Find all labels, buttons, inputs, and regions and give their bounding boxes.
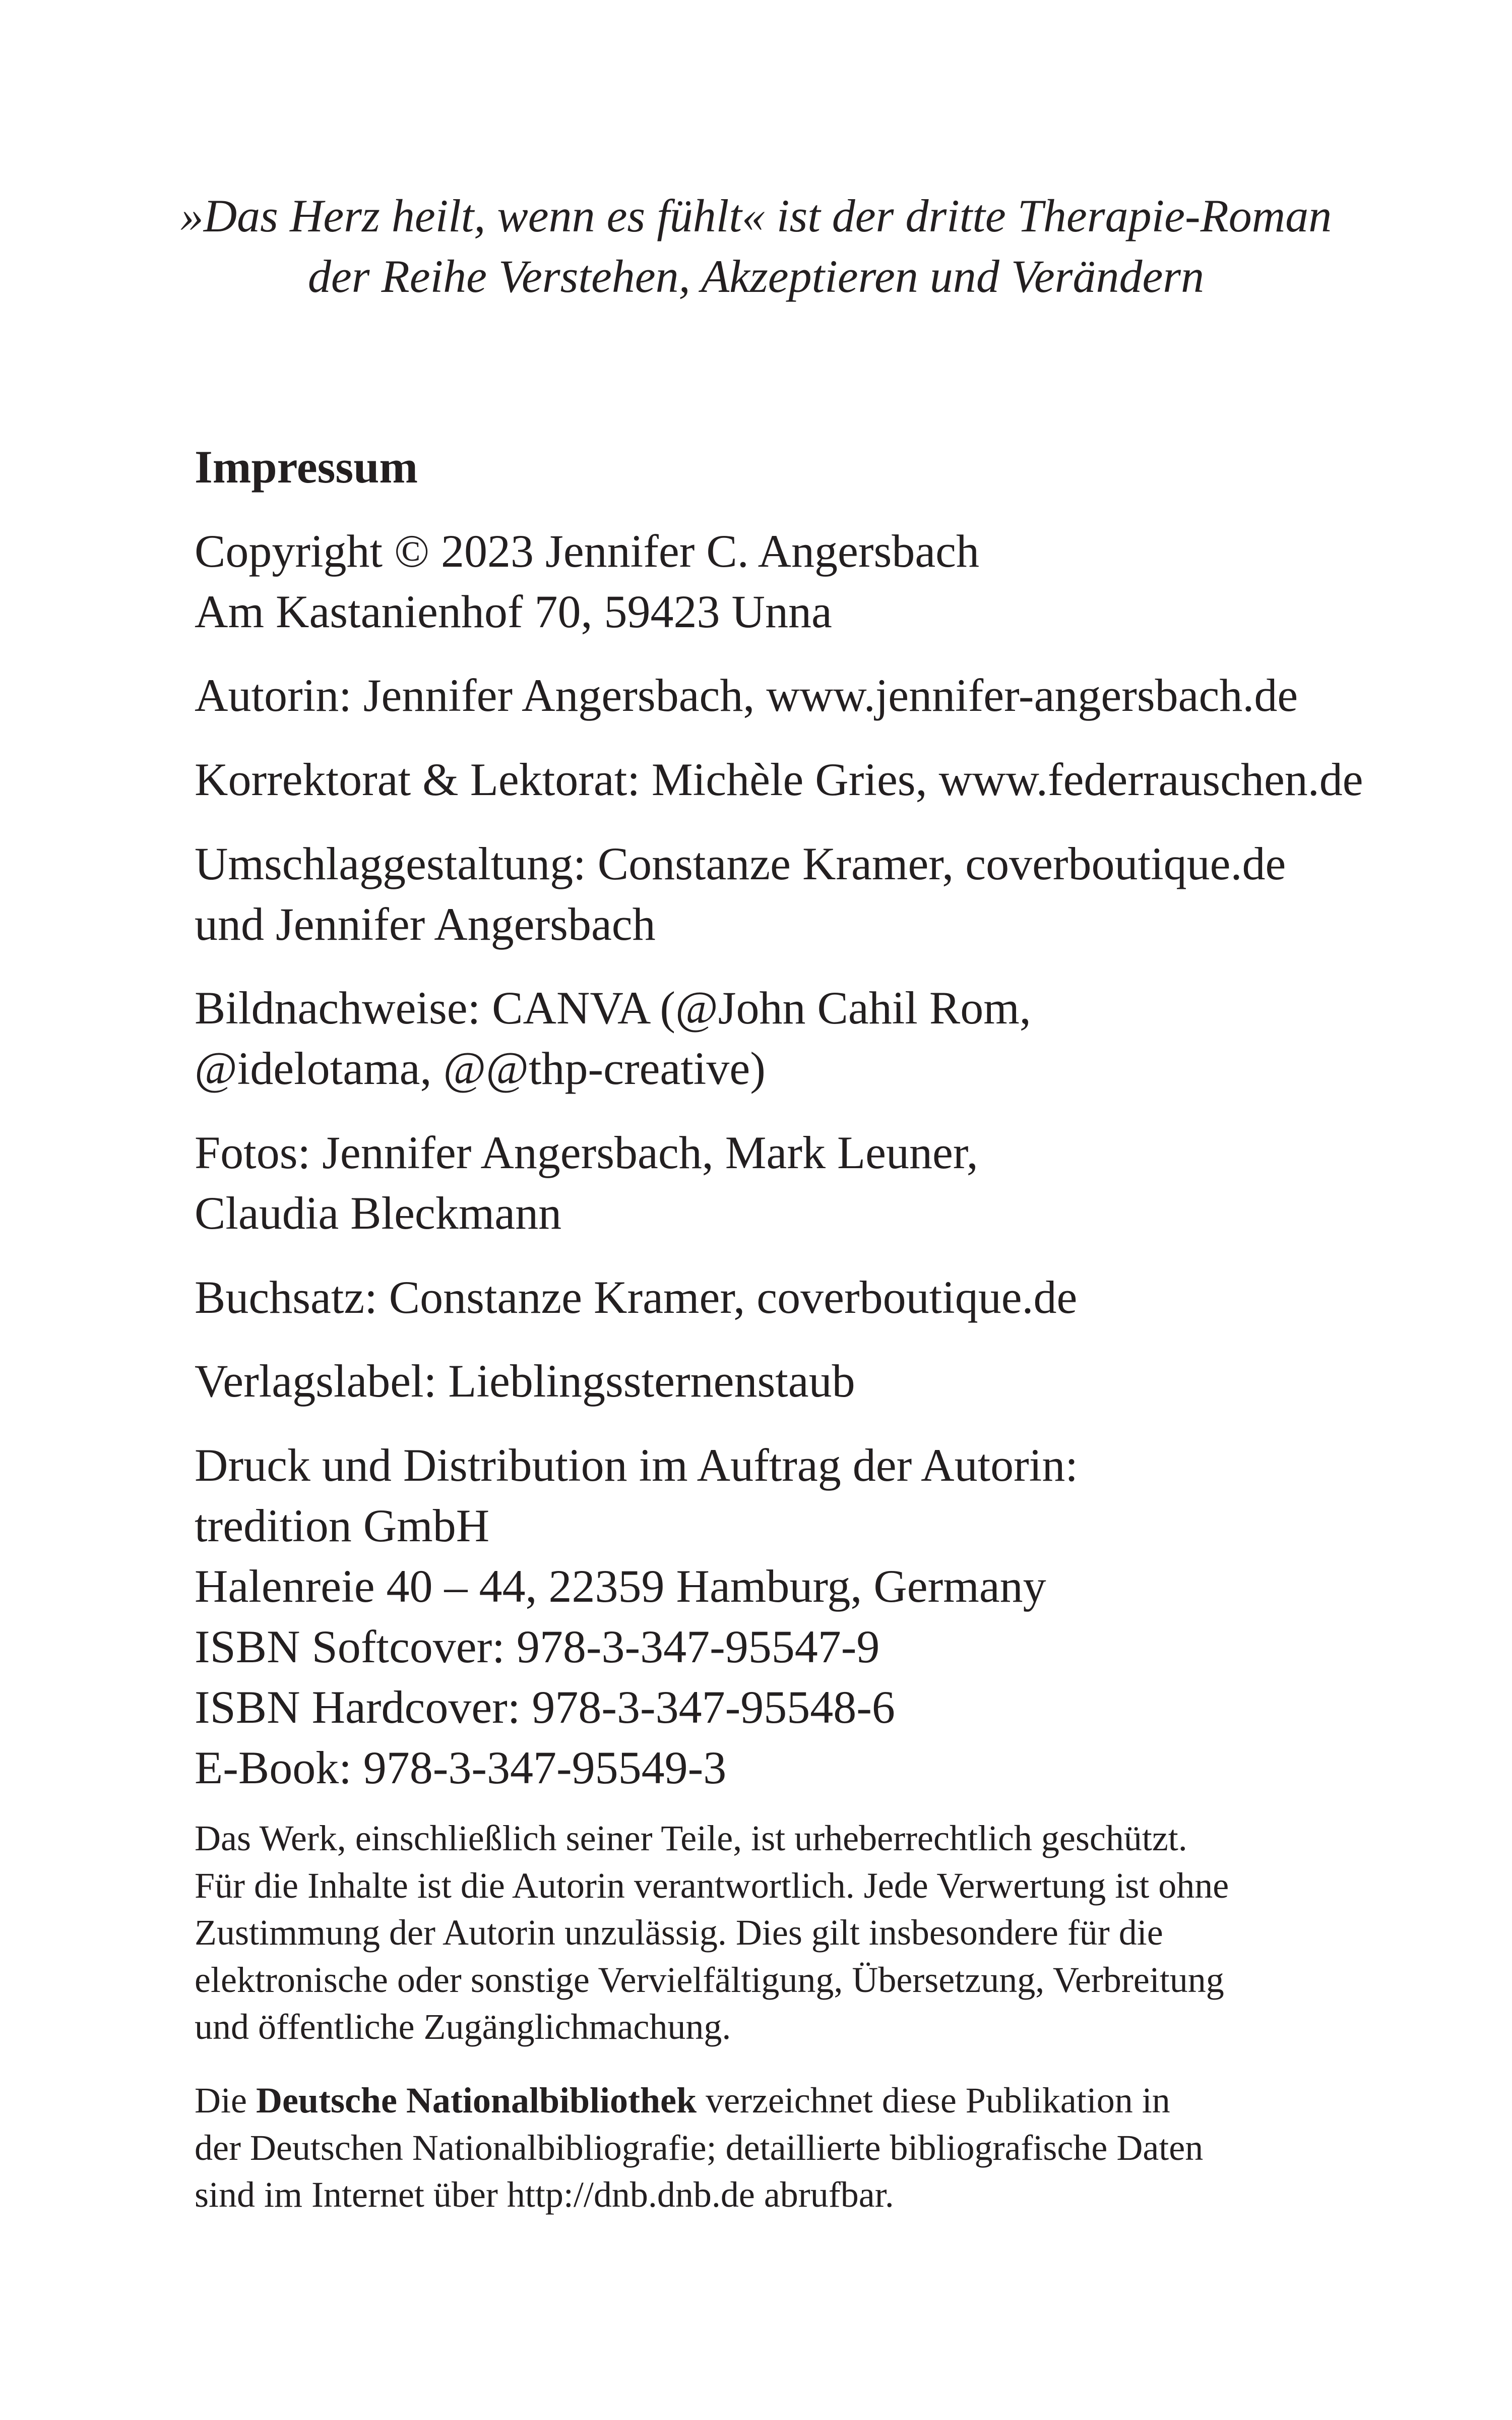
druck-block [195, 1435, 1354, 1798]
fotos-line: Fotos: Jennifer Angersbach, Mark Leuner, [195, 1127, 978, 1178]
publisher-address: Halenreie 40 – 44, 22359 Hamburg, Germany [195, 1560, 1046, 1612]
series-intro [0, 186, 1512, 307]
dnb-line [195, 2077, 1354, 2125]
dnb-line: der Deutschen Nationalbibliografie; detaillierte bibliografische Daten [195, 2127, 1204, 2168]
umschlag-line: Umschlaggestaltung: Constanze Kramer, coverboutique.de [195, 838, 1286, 889]
druck-line: Druck und Distribution im Auftrag der Autorin: [195, 1439, 1078, 1491]
legal-line: Das Werk, einschließlich seiner Teile, ist urheberrechtlich geschützt. [195, 1818, 1187, 1858]
address-line: Am Kastanienhof 70, 59423 Unna [195, 586, 832, 637]
isbn-hardcover: ISBN Hardcover: 978-3-347-95548-6 [195, 1681, 895, 1733]
dnb-line-rest: verzeichnet diese Publikation in [697, 2080, 1170, 2121]
bildnachweise-line: @idelotama, @@thp-creative) [195, 1043, 766, 1094]
copyright-block [195, 521, 1354, 642]
legal-line: und öffentliche Zugänglichmachung. [195, 2007, 731, 2047]
series-intro-line: »Das Herz heilt, wenn es fühlt« ist der dritte Therapie-Roman [180, 190, 1332, 241]
umschlag-block [195, 833, 1354, 954]
dnb-name: Deutsche Nationalbibliothek [256, 2080, 697, 2121]
buchsatz-line: Buchsatz: Constanze Kramer, coverboutique.de [195, 1272, 1078, 1323]
impressum-heading: Impressum [195, 441, 418, 493]
fotos-block [195, 1122, 1354, 1243]
korrektorat-line: Korrektorat & Lektorat: Michèle Gries, www.federrauschen.de [195, 754, 1363, 805]
fotos-line: Claudia Bleckmann [195, 1187, 562, 1239]
dnb-notice [195, 2077, 1354, 2219]
series-intro-line: der Reihe Verstehen, Akzeptieren und Verändern [307, 251, 1205, 302]
isbn-softcover: ISBN Softcover: 978-3-347-95547-9 [195, 1621, 880, 1672]
copyright-line: Copyright © 2023 Jennifer C. Angersbach [195, 525, 979, 577]
legal-line: Für die Inhalte ist die Autorin verantwortlich. Jede Verwertung ist ohne [195, 1865, 1229, 1906]
bildnachweise-line: Bildnachweise: CANVA (@John Cahil Rom, [195, 982, 1031, 1034]
bildnachweise-block [195, 978, 1354, 1099]
legal-notice [195, 1815, 1354, 2051]
autorin-line: Autorin: Jennifer Angersbach, www.jennifer-angersbach.de [195, 670, 1298, 721]
dnb-line: sind im Internet über http://dnb.dnb.de abrufbar. [195, 2174, 894, 2215]
publisher-name: tredition GmbH [195, 1500, 490, 1551]
legal-line: Zustimmung der Autorin unzulässig. Dies gilt insbesondere für die [195, 1912, 1163, 1953]
isbn-ebook: E-Book: 978-3-347-95549-3 [195, 1742, 727, 1793]
dnb-prefix: Die [195, 2080, 256, 2121]
umschlag-line: und Jennifer Angersbach [195, 898, 656, 950]
legal-line: elektronische oder sonstige Vervielfältigung, Übersetzung, Verbreitung [195, 1959, 1224, 2000]
verlagslabel-line: Verlagslabel: Lieblingssternenstaub [195, 1355, 855, 1407]
